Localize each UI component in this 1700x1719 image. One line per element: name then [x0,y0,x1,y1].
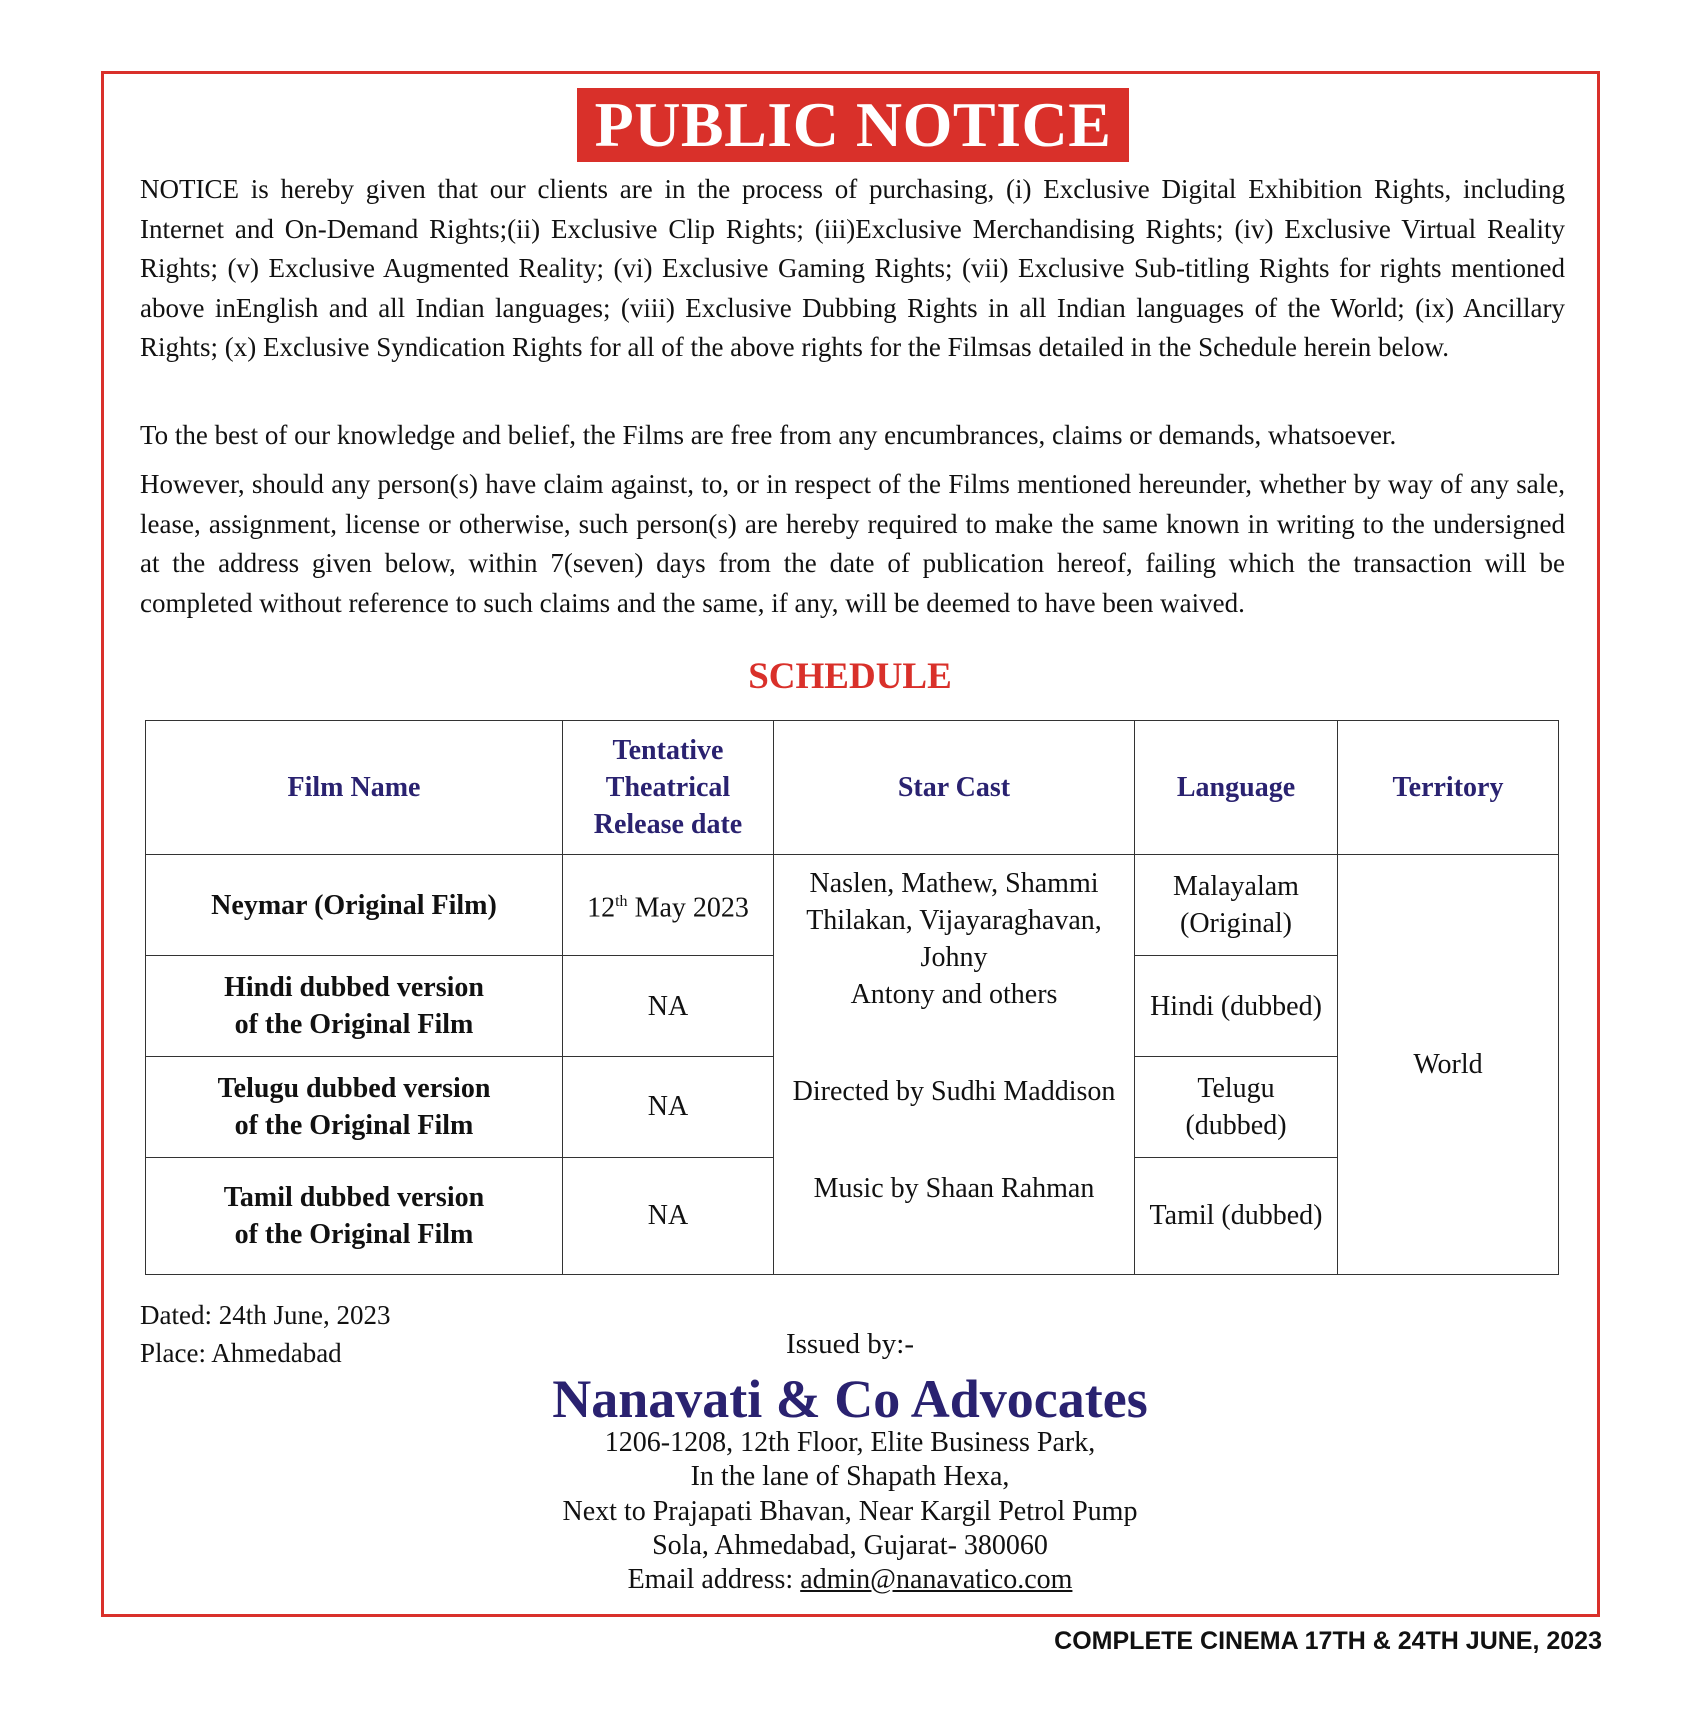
film-name: Telugu dubbed version [217,1072,491,1104]
header-release-line: Release date [593,809,743,841]
address-line: In the lane of Shapath Hexa, [690,1461,1010,1493]
film-name: Neymar (Original Film) [211,889,497,921]
table-row [146,855,1559,956]
territory-cell: World [1338,855,1559,1275]
star-cast-cell [774,855,1135,1275]
email-line [0,1563,1700,1597]
release-date-cell [563,855,774,956]
header-star-cast: Star Cast [774,721,1135,855]
language-cell: Hindi (dubbed) [1135,956,1338,1057]
language-line: Telugu [1197,1072,1275,1104]
table-header-row [146,721,1559,855]
release-day: 12 [587,892,616,924]
schedule-table [145,720,1559,1275]
header-release-line: Tentative [612,735,724,767]
release-date-cell: NA [563,956,774,1057]
language-cell [1135,855,1338,956]
firm-address [0,1426,1700,1597]
film-name: of the Original Film [234,1218,474,1250]
email-link[interactable]: admin@nanavatico.com [800,1564,1073,1596]
issued-by-label: Issued by:- [785,1328,915,1360]
film-name-cell [146,1057,563,1158]
cast-line: Naslen, Mathew, Shammi [809,868,1099,900]
header-language: Language [1135,721,1338,855]
cast-line: Johny [920,942,988,974]
notice-paragraph-rights: NOTICE is hereby given that our clients are in the process of purchasing, (i) Exclusive Digital Exhibition Rights, including Internet and On-Demand Rights;(ii) Exclusive Clip Rights; (iii)Exclusive Merchandising Rights; (iv) Exclusive Virtual Reality Rights; (v) Exclusive Augmented Reality; (vi) Exclusive Gaming Rights; (vii) Exclusive Sub-titling Rights for rights mentioned above inEnglish and all Indian languages; (viii) Exclusive Dubbing Rights in all Indian languages of the World; (ix) Ancillary Rights; (x) Exclusive Syndication Rights for all of the above rights for the Filmsas detailed in the Schedule herein below. [140,174,1565,362]
language-cell: Tamil (dubbed) [1135,1157,1338,1274]
music-credit: Music by Shaan Rahman [813,1173,1095,1205]
header-film-name: Film Name [146,721,563,855]
film-name: Tamil dubbed version [223,1181,485,1213]
header-territory: Territory [1338,721,1559,855]
language-line: Malayalam [1173,871,1299,903]
email-label: Email address: [627,1564,801,1596]
firm-name: Nanavati & Co Advocates [552,1369,1148,1429]
film-name-cell [146,1157,563,1274]
notice-place: Place: Ahmedabad [140,1338,342,1368]
schedule-heading: SCHEDULE [748,656,952,697]
release-date-cell: NA [563,1157,774,1274]
film-name: of the Original Film [234,1009,474,1041]
header-release-date [563,721,774,855]
notice-paragraph-claims: However, should any person(s) have claim against, to, or in respect of the Films mentioned hereunder, whether by way of any sale, lease, assignment, license or otherwise, such person(s) are hereby required to make the same known in writing to the undersigned at the address given below, within 7(seven) days from the date of publication hereof, failing which the transaction will be completed without reference to such claims and the same, if any, will be deemed to have been waived. [140,469,1565,618]
spacer [780,1110,1128,1170]
film-name-cell [146,855,563,956]
publication-footer: COMPLETE CINEMA 17TH & 24TH JUNE, 2023 [1054,1627,1602,1655]
address-line: 1206-1208, 12th Floor, Elite Business Park, [604,1427,1096,1458]
cast-line: Thilakan, Vijayaraghavan, [806,905,1102,937]
notice-paragraph-encumbrances: To the best of our knowledge and belief, the Films are free from any encumbrances, claims or demands, whatsoever. [140,420,1397,450]
spacer [780,1013,1128,1073]
film-name: Hindi dubbed version [224,972,484,1004]
release-day-suffix: th [615,893,628,911]
director-credit: Directed by Sudhi Maddison [792,1076,1116,1108]
address-line: Next to Prajapati Bhavan, Near Kargil Petrol Pump [562,1495,1138,1527]
language-line: (dubbed) [1185,1109,1287,1141]
notice-date: Dated: 24th June, 2023 [140,1300,391,1330]
header-release-line: Theatrical [605,772,731,804]
address-line: Sola, Ahmedabad, Gujarat- 380060 [652,1529,1048,1561]
release-month-year: May 2023 [627,892,749,924]
film-name: of the Original Film [234,1109,474,1141]
cast-line: Antony and others [850,979,1058,1011]
language-line: (Original) [1180,908,1292,940]
language-cell [1135,1057,1338,1158]
film-name-cell [146,956,563,1057]
notice-title: PUBLIC NOTICE [577,88,1129,162]
release-date-cell: NA [563,1057,774,1158]
